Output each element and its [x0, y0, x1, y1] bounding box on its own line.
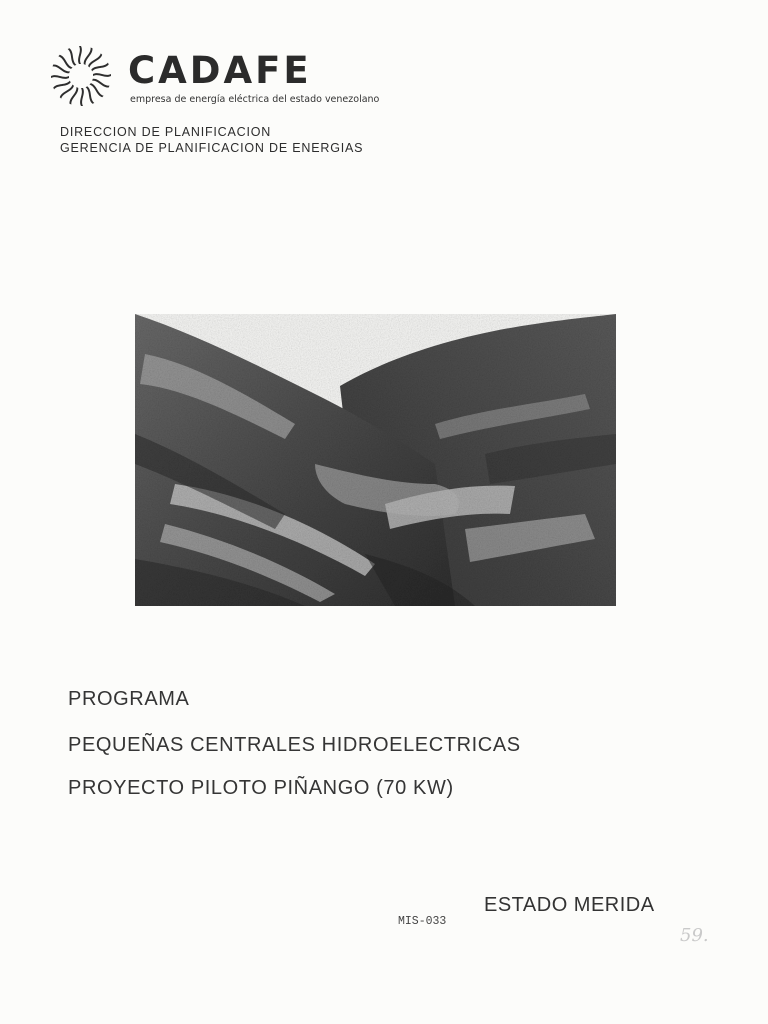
department-name: DIRECCION DE PLANIFICACION — [60, 125, 272, 139]
state-name: ESTADO MERIDA — [484, 894, 655, 916]
cadafe-sun-logo-icon — [40, 42, 122, 110]
brand-name: CADAFE — [128, 49, 312, 92]
program-title: PROGRAMA — [68, 688, 190, 710]
document-code: MIS-033 — [398, 915, 447, 928]
project-title: PROYECTO PILOTO PIÑANGO (70 KW) — [68, 777, 454, 799]
cover-photo-mountain-valley — [135, 314, 616, 606]
brand-tagline: empresa de energía eléctrica del estado venezolano — [130, 94, 380, 105]
department-block — [60, 124, 363, 156]
pencil-note: 59. — [680, 925, 709, 946]
management-name: GERENCIA DE PLANIFICACION DE ENERGIAS — [60, 141, 364, 155]
program-subtitle: PEQUEÑAS CENTRALES HIDROELECTRICAS — [68, 734, 521, 756]
mountain-valley-image — [135, 314, 616, 606]
